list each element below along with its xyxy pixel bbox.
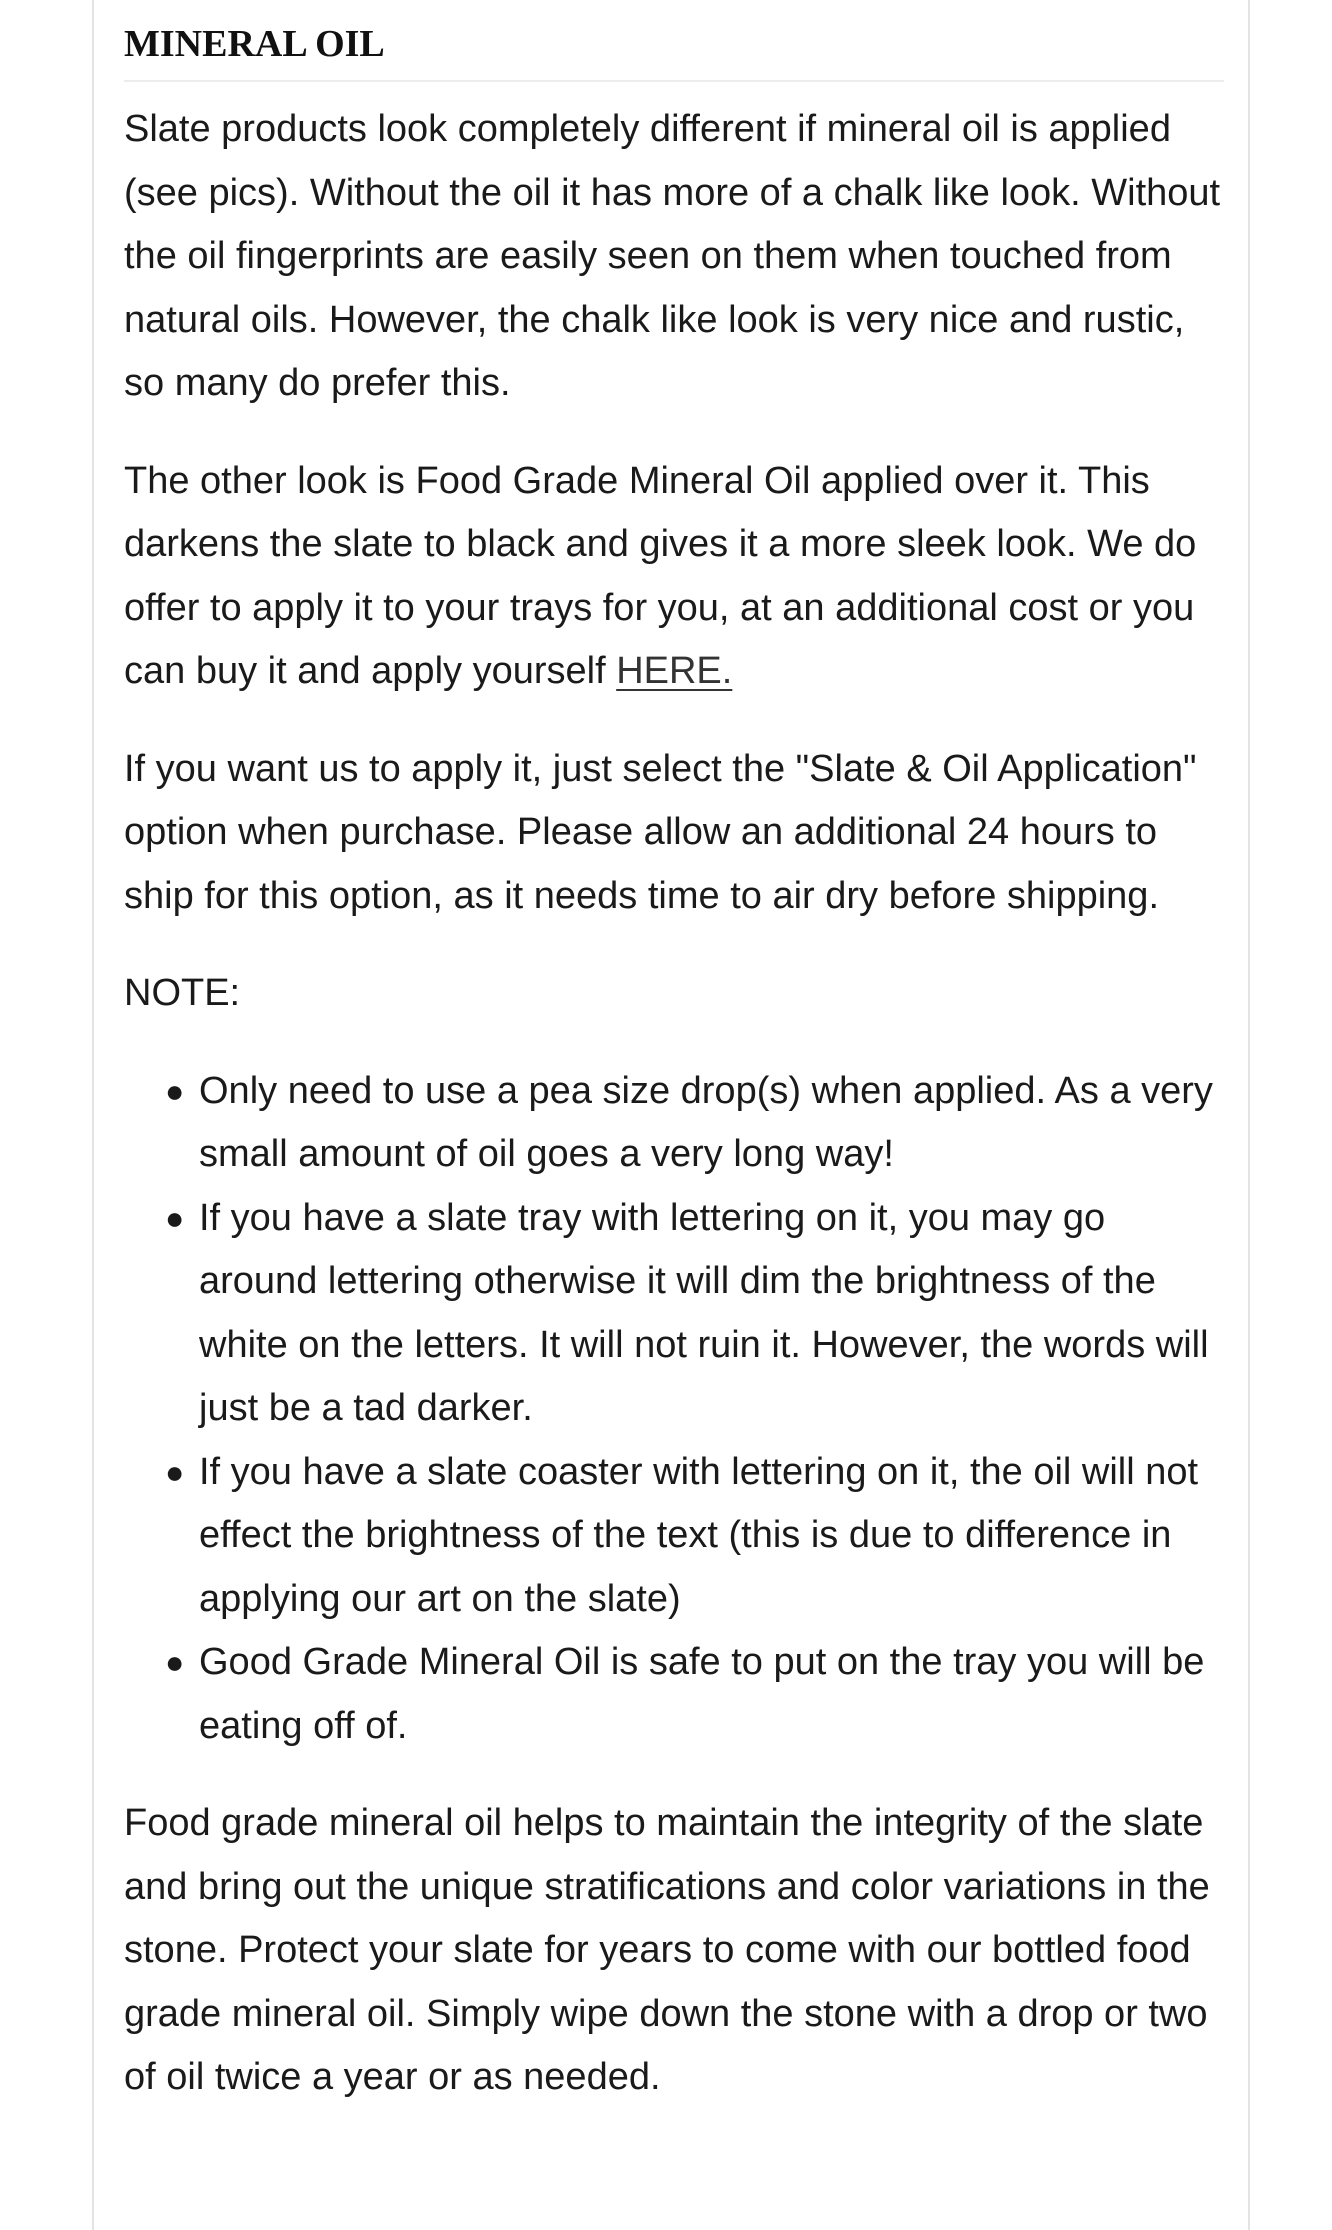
bullet-icon: ● xyxy=(165,1453,185,1490)
list-item xyxy=(165,1060,1224,1187)
apply-paragraph: If you want us to apply it, just select the "Slate & Oil Application" option when purchase. Please allow an additional 24 hours to ship for this option, as it needs time to air dry before shipping. xyxy=(124,747,1197,917)
list-item xyxy=(165,1631,1224,1758)
closing-paragraph: Food grade mineral oil helps to maintain the integrity of the slate and bring out the unique stratifications and color variations in the stone. Protect your slate for years to come with our bottled food grade mineral oil. Simply wipe down the stone with a drop or two of oil twice a year or as needed. xyxy=(124,1802,1210,2098)
bullet-icon: ● xyxy=(165,1199,185,1236)
bullet-icon: ● xyxy=(165,1072,185,1109)
buy-mineral-oil-link[interactable]: HERE. xyxy=(616,650,733,692)
note-text: If you have a slate coaster with lettering on it, the oil will not effect the brightness of the text (this is due to difference in applying our art on the slate) xyxy=(199,1450,1199,1620)
bullet-icon: ● xyxy=(165,1644,185,1680)
notes-list xyxy=(124,1060,1224,1759)
note-text: Only need to use a pea size drop(s) when applied. As a very small amount of oil goes a very long way! xyxy=(199,1069,1213,1175)
note-label: NOTE: xyxy=(124,972,241,1014)
intro-paragraph: Slate products look completely different if mineral oil is applied (see pics). Without the oil it has more of a chalk like look. Without the oil fingerprints are easily seen on them when touched from natural oils. However, the chalk like look is very nice and rustic, so many do prefer this. xyxy=(124,108,1221,404)
other-look-paragraph xyxy=(124,450,1224,704)
section-heading: MINERAL OIL xyxy=(124,24,1224,82)
note-text: Good Grade Mineral Oil is safe to put on the tray you will be eating off of. xyxy=(199,1641,1205,1747)
product-description xyxy=(124,0,1224,2110)
list-item xyxy=(165,1187,1224,1441)
content-panel xyxy=(92,0,1250,2230)
other-look-text: The other look is Food Grade Mineral Oil applied over it. This darkens the slate to black and gives it a more sleek look. We do offer to apply it to your trays for you, at an additional cost or you can buy it and apply yourself xyxy=(124,459,1197,692)
note-text: If you have a slate tray with lettering on it, you may go around lettering otherwise it will dim the brightness of the white on the letters. It will not ruin it. However, the words will just be a tad darker. xyxy=(199,1196,1209,1429)
list-item xyxy=(165,1441,1224,1632)
